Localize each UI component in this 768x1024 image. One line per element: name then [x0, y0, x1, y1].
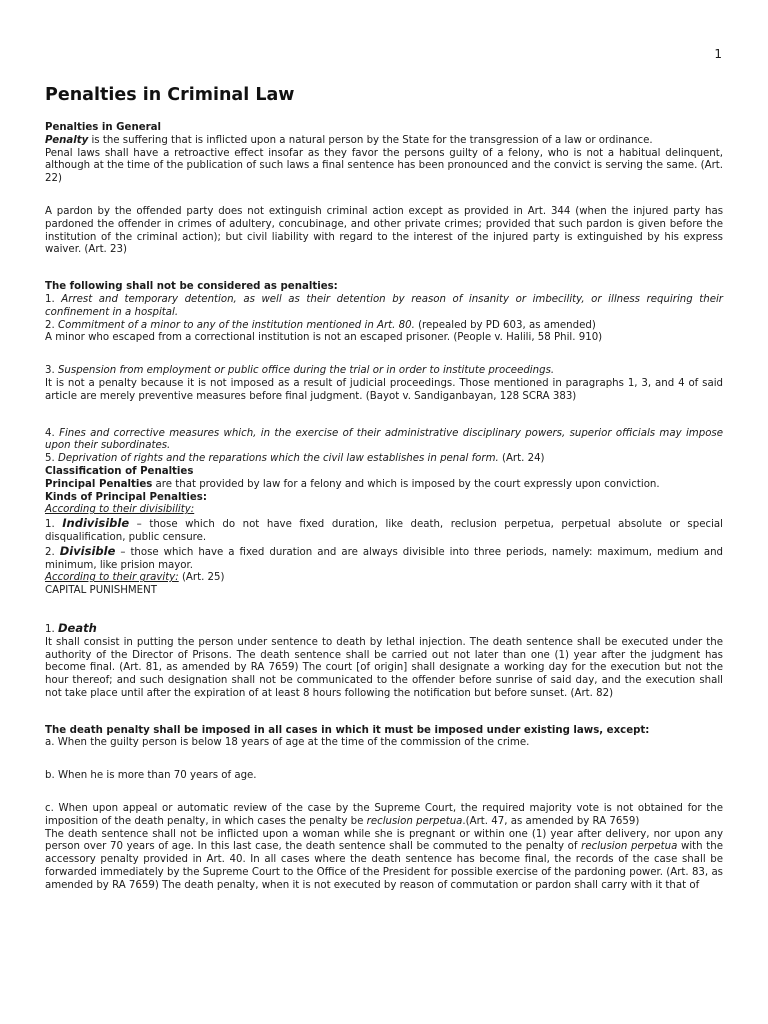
death-sentence-limits-paragraph — [45, 829, 723, 893]
penalty-definition-text: is the suffering that is inflicted upon a natural person by the State for the transgression of a law or ordinance. — [88, 134, 653, 146]
pardon-paragraph: A pardon by the offended party does not extinguish criminal action except as provided in Art. 344 (when the injured party has pardoned the offender in crimes of adultery, concubinage, and other private crimes; provided that such pardon is given before the institution of the criminal action); but civil liability with regard to the interest of the injured party is extinguished by his express waiver. (Art. 23) — [45, 205, 723, 256]
kinds-heading: Kinds of Principal Penalties: — [45, 491, 207, 503]
limits-text: The death sentence shall not be inflicted upon a woman while she is pregnant or within one (1) year after delivery, nor upon any person over 70 years of age. In this last case, the death sentence shall be commuted to the penalty of — [45, 828, 723, 853]
divisible-def: – those which have a fixed duration and are always divisible into three periods, namely: maximum, medium and minimum, like prision mayor. — [45, 546, 723, 571]
gravity-label: According to their gravity: — [45, 572, 179, 584]
gravity-note: (Art. 25) — [178, 572, 225, 584]
not-penalty-item-4 — [45, 428, 723, 454]
indivisible-item — [45, 517, 723, 545]
not-penalty-item-2 — [45, 320, 723, 333]
retroactive-paragraph: Penal laws shall have a retroactive effect insofar as they favor the persons guilty of a felony, who is not a habitual delinquent, although at the time of the publication of such laws a final sentence has been pronounced and the convict is serving the same. (Art. 22) — [45, 147, 723, 185]
item-text: Arrest and temporary detention, as well as their detention by reason of insanity or imbecility, or illness requiring their confinement in a hospital. — [45, 293, 723, 318]
case-citation-halili: A minor who escaped from a correctional institution is not an escaped prisoner. (People v. Halili, 58 Phil. 910) — [45, 332, 603, 344]
death-term: Death — [57, 620, 97, 635]
exception-a: a. When the guilty person is below 18 years of age at the time of the commission of the crime. — [45, 737, 530, 749]
death-paragraph: It shall consist in putting the person under sentence to death by lethal injection. The death sentence shall be executed under the authority of the Director of Prisons. The death sentence shall be carried out not later than one (1) year after the judgment has become final. (Art. 81, as amended by RA 7659) The court [of origin] shall designate a working day for the execution but not the hour thereof; and such designation shall not be communicated to the offender before sunrise of said day, and the execution shall not take place until after the expiration of at least 8 hours following the notification but before sunset. (Art. 82) — [45, 636, 723, 699]
section-heading-not-penalties: The following shall not be considered as penalties: — [45, 281, 338, 293]
item-text: Fines and corrective measures which, in the exercise of their administrative disciplinary powers, superior officials may impose upon their subordinates. — [45, 427, 723, 452]
indivisible-def: – those which do not have fixed duration, like death, reclusion perpetua, perpetual absolute or special disqualification, public censure. — [45, 519, 723, 543]
item-number: 1. — [45, 293, 62, 305]
exceptions-heading: The death penalty shall be imposed in all cases in which it must be imposed under existing laws, except: — [45, 724, 650, 736]
not-penalty-item-3 — [45, 365, 723, 378]
exception-c — [45, 803, 723, 829]
item-note: (Art. 24) — [498, 453, 545, 465]
principal-def: are that provided by law for a felony and which is imposed by the court expressly upon conviction. — [152, 478, 660, 490]
divisible-term: Divisible — [59, 543, 116, 558]
capital-punishment-label: CAPITAL PUNISHMENT — [45, 585, 157, 597]
item-note: (repealed by PD 603, as amended) — [414, 319, 596, 331]
item-number: 2. — [45, 546, 60, 558]
item-text: Deprivation of rights and the reparations which the civil law establishes in penal form. — [57, 453, 499, 465]
not-penalty-item-1 — [45, 294, 723, 320]
page-number: 1 — [714, 47, 722, 61]
item-number: 5. — [45, 453, 58, 465]
item-number: 2. — [45, 319, 58, 331]
item-3-explanation: It is not a penalty because it is not imposed as a result of judicial proceedings. Those mentioned in paragraphs 1, 3, and 4 of said article are merely preventive measures before final judgment. (Bayot v. Sandiganbayan, 128 SCRA 383) — [45, 377, 723, 402]
section-heading-general: Penalties in General — [45, 122, 161, 133]
exception-c-text: c. When upon appeal or automatic review of the case by the Supreme Court, the required majority vote is not obtained for the imposition of the death penalty, in which cases the penalty be — [45, 803, 723, 827]
principal-penalties-definition — [45, 479, 723, 492]
item-text: Suspension from employment or public office during the trial or in order to institute proceedings. — [57, 365, 555, 377]
death-heading — [45, 622, 723, 637]
penalty-term: Penalty — [45, 134, 89, 146]
gravity-subheading — [45, 572, 723, 585]
divisibility-subheading — [45, 504, 723, 517]
divisibility-label: According to their divisibility: — [45, 504, 195, 516]
penalty-definition — [45, 135, 723, 148]
limits-text-end: with the accessory penalty provided in Art. 40. In all cases where the death sentence has become final, the records of the case shall be forwarded immediately by the Supreme Court to the Office of the President for possible exercise of the pardoning power. (Art. 83, as amended by RA 7659) The death penalty, when it is not executed by reason of commutation or pardon shall carry with it that of — [45, 841, 723, 891]
section-heading-classification: Classification of Penalties — [45, 465, 194, 477]
reclusion-perpetua-term: reclusion perpetua — [366, 815, 463, 827]
principal-term: Principal Penalties — [45, 478, 153, 490]
item-number: 3. — [45, 365, 58, 377]
reclusion-perpetua-term: reclusion perpetua — [581, 841, 678, 853]
exception-b: b. When he is more than 70 years of age. — [45, 770, 257, 782]
divisible-item — [45, 545, 723, 573]
not-penalty-item-5 — [45, 453, 723, 466]
item-text: Commitment of a minor to any of the institution mentioned in Art. 80. — [57, 319, 415, 331]
document-body — [45, 84, 723, 893]
indivisible-term: Indivisible — [62, 516, 130, 531]
item-number: 1. — [45, 623, 58, 635]
document-title: Penalties in Criminal Law — [45, 85, 295, 105]
item-number: 1. — [45, 519, 63, 531]
item-number: 4. — [45, 427, 60, 439]
exception-c-citation: .(Art. 47, as amended by RA 7659) — [462, 815, 640, 827]
